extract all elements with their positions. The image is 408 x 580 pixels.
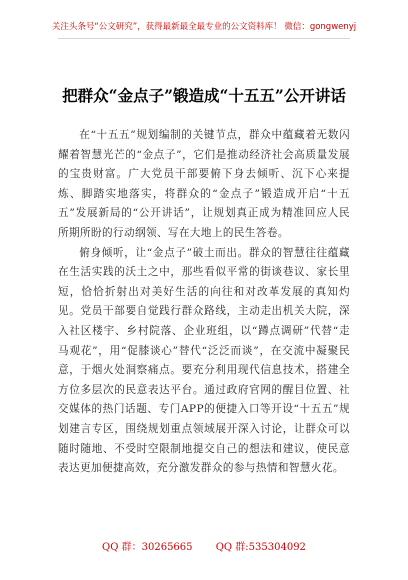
- header-note: 关注头条号“公文研究”，获得最新最全最专业的公文资料库！ 微信：gongwenyj: [51, 22, 357, 32]
- header-divider: [58, 38, 350, 39]
- footer-qq-group-1: QQ 群：30265665: [102, 542, 193, 553]
- paragraph: 在“十五五”规划编制的关键节点，群众中蕴藏着无数闪耀着智慧光芒的“金点子”，它们是推动经济社会高质量发展的宝贵财富。广大党员干部要俯下身去倾听、沉下心来提炼、脚踏实地落实，将群众的“金点子”锻造成开启“十五五”发展新局的“公开讲话”，让规划真正成为精准回应人民所期所盼的行动纲领、写在大地上的民生答卷。: [58, 129, 350, 239]
- paragraph: 俯身倾听，让“金点子”破土而出。群众的智慧往往蕴藏在生活实践的沃土之中，那些看似平常的街谈巷议、家长里短，恰恰折射出对美好生活的向往和对改革发展的真知灼见。党员干部要自觉践行群众路线，主动走出机关大院，深入社区楼宇、乡村院落、企业班组，以“蹲点调研”代替“走马观花”，用“促膝谈心”替代“泛泛而谈”，在交流中凝聚民意，于烟火处洞察痛点。要充分利用现代信息技术，搭建全方位多层次的民意表达平台。通过政府官网的醒目位置、社交媒体的热门话题、专门APP的便捷入口等开设“十五五”规划建言专区，围绕规划重点领域展开深入讨论，让群众可以随时随地、不受时空限制地提交自己的想法和建议，使民意表达更加便捷高效，充分激发群众的参与热情和智慧火花。: [58, 246, 350, 475]
- footer-qq-group-2: QQ 群:535304092: [215, 542, 306, 553]
- footer-contact: [0, 538, 408, 553]
- document-title: 把群众“金点子”锻造成“十五五”公开讲话: [62, 86, 346, 105]
- document-body: [58, 126, 350, 479]
